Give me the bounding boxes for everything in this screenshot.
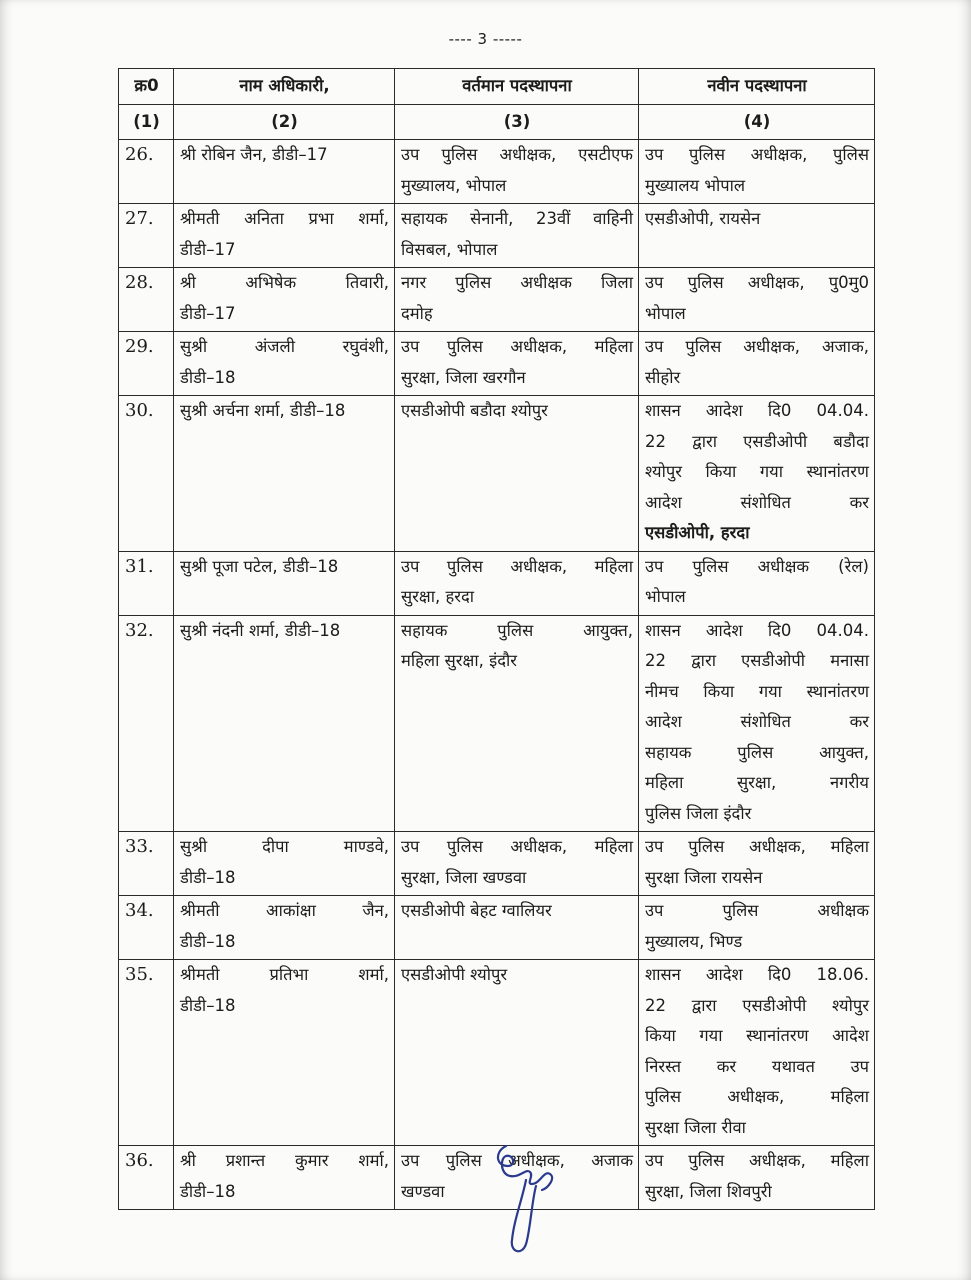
officer-name-cell <box>174 396 395 552</box>
cell-text-line: एसडीओपी बेहट ग्वालियर <box>401 901 552 920</box>
cell-text-line: श्री रोबिन जैन, डीडी–17 <box>180 145 328 164</box>
cell-text-line: श्रीमती प्रतिभा शर्मा, <box>180 965 389 984</box>
table-row <box>119 396 875 552</box>
cell-text-line: डीडी–18 <box>180 867 236 887</box>
cell-text-line: उप पुलिस अधीक्षक, पुलिस <box>645 145 869 164</box>
column-number: (3) <box>395 104 639 140</box>
serial-number: 34. <box>119 896 174 960</box>
table-row <box>119 332 875 396</box>
cell-text-line: एसडीओपी श्योपुर <box>401 965 508 984</box>
officer-name-cell <box>174 896 395 960</box>
cell-text-line: डीडी–18 <box>180 1181 236 1201</box>
cell-text-line-bold: एसडीओपी, हरदा <box>645 523 750 542</box>
cell-text-line: सुरक्षा, जिला खण्डवा <box>401 867 527 887</box>
table-row <box>119 896 875 960</box>
cell-text-line: डीडी–18 <box>180 931 236 951</box>
cell-text-line: विसबल, भोपाल <box>401 239 498 259</box>
officer-name-cell <box>174 204 395 268</box>
table-row <box>119 960 875 1146</box>
table-row <box>119 204 875 268</box>
current-posting-cell <box>395 615 639 832</box>
officer-name-cell <box>174 832 395 896</box>
new-posting-cell <box>639 268 875 332</box>
cell-text-line: पुलिस अधीक्षक, महिला <box>645 1087 869 1106</box>
officer-name-cell <box>174 960 395 1146</box>
cell-text-line: सुरक्षा जिला रायसेन <box>645 867 763 887</box>
cell-text-line: सीहोर <box>645 367 681 387</box>
cell-text-line: श्योपुर किया गया स्थानांतरण <box>645 462 869 481</box>
table-body <box>119 140 875 1210</box>
cell-text-line: भोपाल <box>645 303 686 323</box>
cell-text-line: शासन आदेश दि0 04.04. <box>645 401 869 420</box>
cell-text-line: डीडी–18 <box>180 367 236 387</box>
column-number-row <box>119 104 875 140</box>
current-posting-cell <box>395 832 639 896</box>
cell-text-line: सुरक्षा, हरदा <box>401 587 475 606</box>
table-row <box>119 551 875 615</box>
cell-text-line: उप पुलिस अधीक्षक, महिला <box>401 337 633 356</box>
cell-text-line: नीमच किया गया स्थानांतरण <box>645 681 869 701</box>
officer-name-cell <box>174 551 395 615</box>
current-posting-cell <box>395 896 639 960</box>
serial-number: 36. <box>119 1146 174 1210</box>
cell-text-line: सुरक्षा, जिला खरगौन <box>401 367 526 387</box>
cell-text-line: उप पुलिस अधीक्षक, अजाक, <box>645 337 869 356</box>
cell-text-line: सुश्री अंजली रघुवंशी, <box>180 337 389 356</box>
cell-text-line: उप पुलिस अधीक्षक, पु0मु0 <box>645 273 869 292</box>
cell-text-line: श्री प्रशान्त कुमार शर्मा, <box>180 1151 389 1170</box>
cell-text-line: डीडी–18 <box>180 995 236 1015</box>
new-posting-cell <box>639 140 875 204</box>
cell-text-line: महिला सुरक्षा, नगरीय <box>645 773 869 792</box>
new-posting-cell <box>639 551 875 615</box>
column-number: (1) <box>119 104 174 140</box>
cell-text-line: दमोह <box>401 303 433 323</box>
cell-text-line: उप पुलिस अधीक्षक, अजाक <box>401 1151 633 1170</box>
cell-text-line: 22 द्वारा एसडीओपी बडौदा <box>645 431 869 451</box>
cell-text-line: सुश्री नंदनी शर्मा, डीडी–18 <box>180 620 341 640</box>
cell-text-line: श्री अभिषेक तिवारी, <box>180 273 389 292</box>
new-posting-cell <box>639 204 875 268</box>
table-row <box>119 832 875 896</box>
table-row <box>119 140 875 204</box>
cell-text-line: महिला सुरक्षा, इंदौर <box>401 651 517 670</box>
new-posting-cell <box>639 896 875 960</box>
cell-text-line: उप पुलिस अधीक्षक, महिला <box>645 1151 869 1170</box>
cell-text-line: श्रीमती अनिता प्रभा शर्मा, <box>180 209 389 228</box>
page-number: ---- 3 ----- <box>448 30 523 48</box>
cell-text-line: एसडीओपी बडौदा श्योपुर <box>401 401 548 420</box>
cell-text-line: मुख्यालय, भोपाल <box>401 175 507 195</box>
current-posting-cell <box>395 960 639 1146</box>
serial-number: 32. <box>119 615 174 832</box>
cell-text-line: पुलिस जिला इंदौर <box>645 803 752 823</box>
serial-number: 27. <box>119 204 174 268</box>
cell-text-line: सहायक पुलिस आयुक्त, <box>401 620 633 640</box>
header-current-posting: वर्तमान पदस्थापना <box>395 69 639 105</box>
current-posting-cell <box>395 551 639 615</box>
header-officer-name: नाम अधिकारी, <box>174 69 395 105</box>
signature-icon <box>486 1140 566 1260</box>
cell-text-line: आदेश संशोधित कर <box>645 492 869 512</box>
current-posting-cell <box>395 396 639 552</box>
cell-text-line: सहायक पुलिस आयुक्त, <box>645 742 869 762</box>
cell-text-line: 22 द्वारा एसडीओपी श्योपुर <box>645 995 869 1015</box>
current-posting-cell <box>395 140 639 204</box>
serial-number: 29. <box>119 332 174 396</box>
table-row <box>119 268 875 332</box>
officer-name-cell <box>174 1146 395 1210</box>
serial-number: 28. <box>119 268 174 332</box>
officer-name-cell <box>174 268 395 332</box>
column-number: (2) <box>174 104 395 140</box>
column-number: (4) <box>639 104 875 140</box>
cell-text-line: नगर पुलिस अधीक्षक जिला <box>401 273 633 292</box>
new-posting-cell <box>639 615 875 832</box>
cell-text-line: निरस्त कर यथावत उप <box>645 1056 869 1076</box>
new-posting-cell <box>639 332 875 396</box>
cell-text-line: सुश्री पूजा पटेल, डीडी–18 <box>180 556 339 576</box>
cell-text-line: सुरक्षा जिला रीवा <box>645 1117 746 1137</box>
officer-name-cell <box>174 615 395 832</box>
new-posting-cell <box>639 960 875 1146</box>
cell-text-line: मुख्यालय भोपाल <box>645 175 746 195</box>
cell-text-line: मुख्यालय, भिण्ड <box>645 931 743 951</box>
cell-text-line: उप पुलिस अधीक्षक, महिला <box>645 837 869 856</box>
serial-number: 31. <box>119 551 174 615</box>
officer-name-cell <box>174 332 395 396</box>
cell-text-line: शासन आदेश दि0 18.06. <box>645 965 869 984</box>
header-new-posting: नवीन पदस्थापना <box>639 69 875 105</box>
new-posting-cell <box>639 1146 875 1210</box>
serial-number: 35. <box>119 960 174 1146</box>
cell-text-line: 22 द्वारा एसडीओपी मनासा <box>645 651 869 670</box>
cell-text-line: भोपाल <box>645 587 686 606</box>
current-posting-cell <box>395 268 639 332</box>
serial-number: 33. <box>119 832 174 896</box>
officer-name-cell <box>174 140 395 204</box>
table-header-row <box>119 69 875 105</box>
cell-text-line: आदेश संशोधित कर <box>645 712 869 731</box>
cell-text-line: सुश्री अर्चना शर्मा, डीडी–18 <box>180 401 346 420</box>
new-posting-cell <box>639 832 875 896</box>
cell-text-line: उप पुलिस अधीक्षक, महिला <box>401 556 633 576</box>
cell-text-line: डीडी–17 <box>180 239 236 259</box>
cell-text-line: खण्डवा <box>401 1181 445 1201</box>
cell-text-line: सुश्री दीपा माण्डवे, <box>180 837 389 856</box>
cell-text-line: किया गया स्थानांतरण आदेश <box>645 1026 869 1045</box>
cell-text-line: एसडीओपी, रायसेन <box>645 209 761 228</box>
cell-text-line: सुरक्षा, जिला शिवपुरी <box>645 1181 772 1201</box>
cell-text-line: उप पुलिस अधीक्षक <box>645 901 869 920</box>
table-row <box>119 615 875 832</box>
cell-text-line: उप पुलिस अधीक्षक, एसटीएफ <box>401 145 633 164</box>
cell-text-line: शासन आदेश दि0 04.04. <box>645 620 869 640</box>
cell-text-line: श्रीमती आकांक्षा जैन, <box>180 901 389 920</box>
new-posting-cell <box>639 396 875 552</box>
current-posting-cell <box>395 332 639 396</box>
cell-text-line: उप पुलिस अधीक्षक, महिला <box>401 837 633 856</box>
current-posting-cell <box>395 204 639 268</box>
transfer-orders-table <box>118 68 875 1210</box>
serial-number: 26. <box>119 140 174 204</box>
cell-text-line: डीडी–17 <box>180 303 236 323</box>
cell-text-line: उप पुलिस अधीक्षक (रेल) <box>645 556 869 576</box>
header-serial: क्र0 <box>119 69 174 105</box>
serial-number: 30. <box>119 396 174 552</box>
cell-text-line: सहायक सेनानी, 23वीं वाहिनी <box>401 209 633 228</box>
